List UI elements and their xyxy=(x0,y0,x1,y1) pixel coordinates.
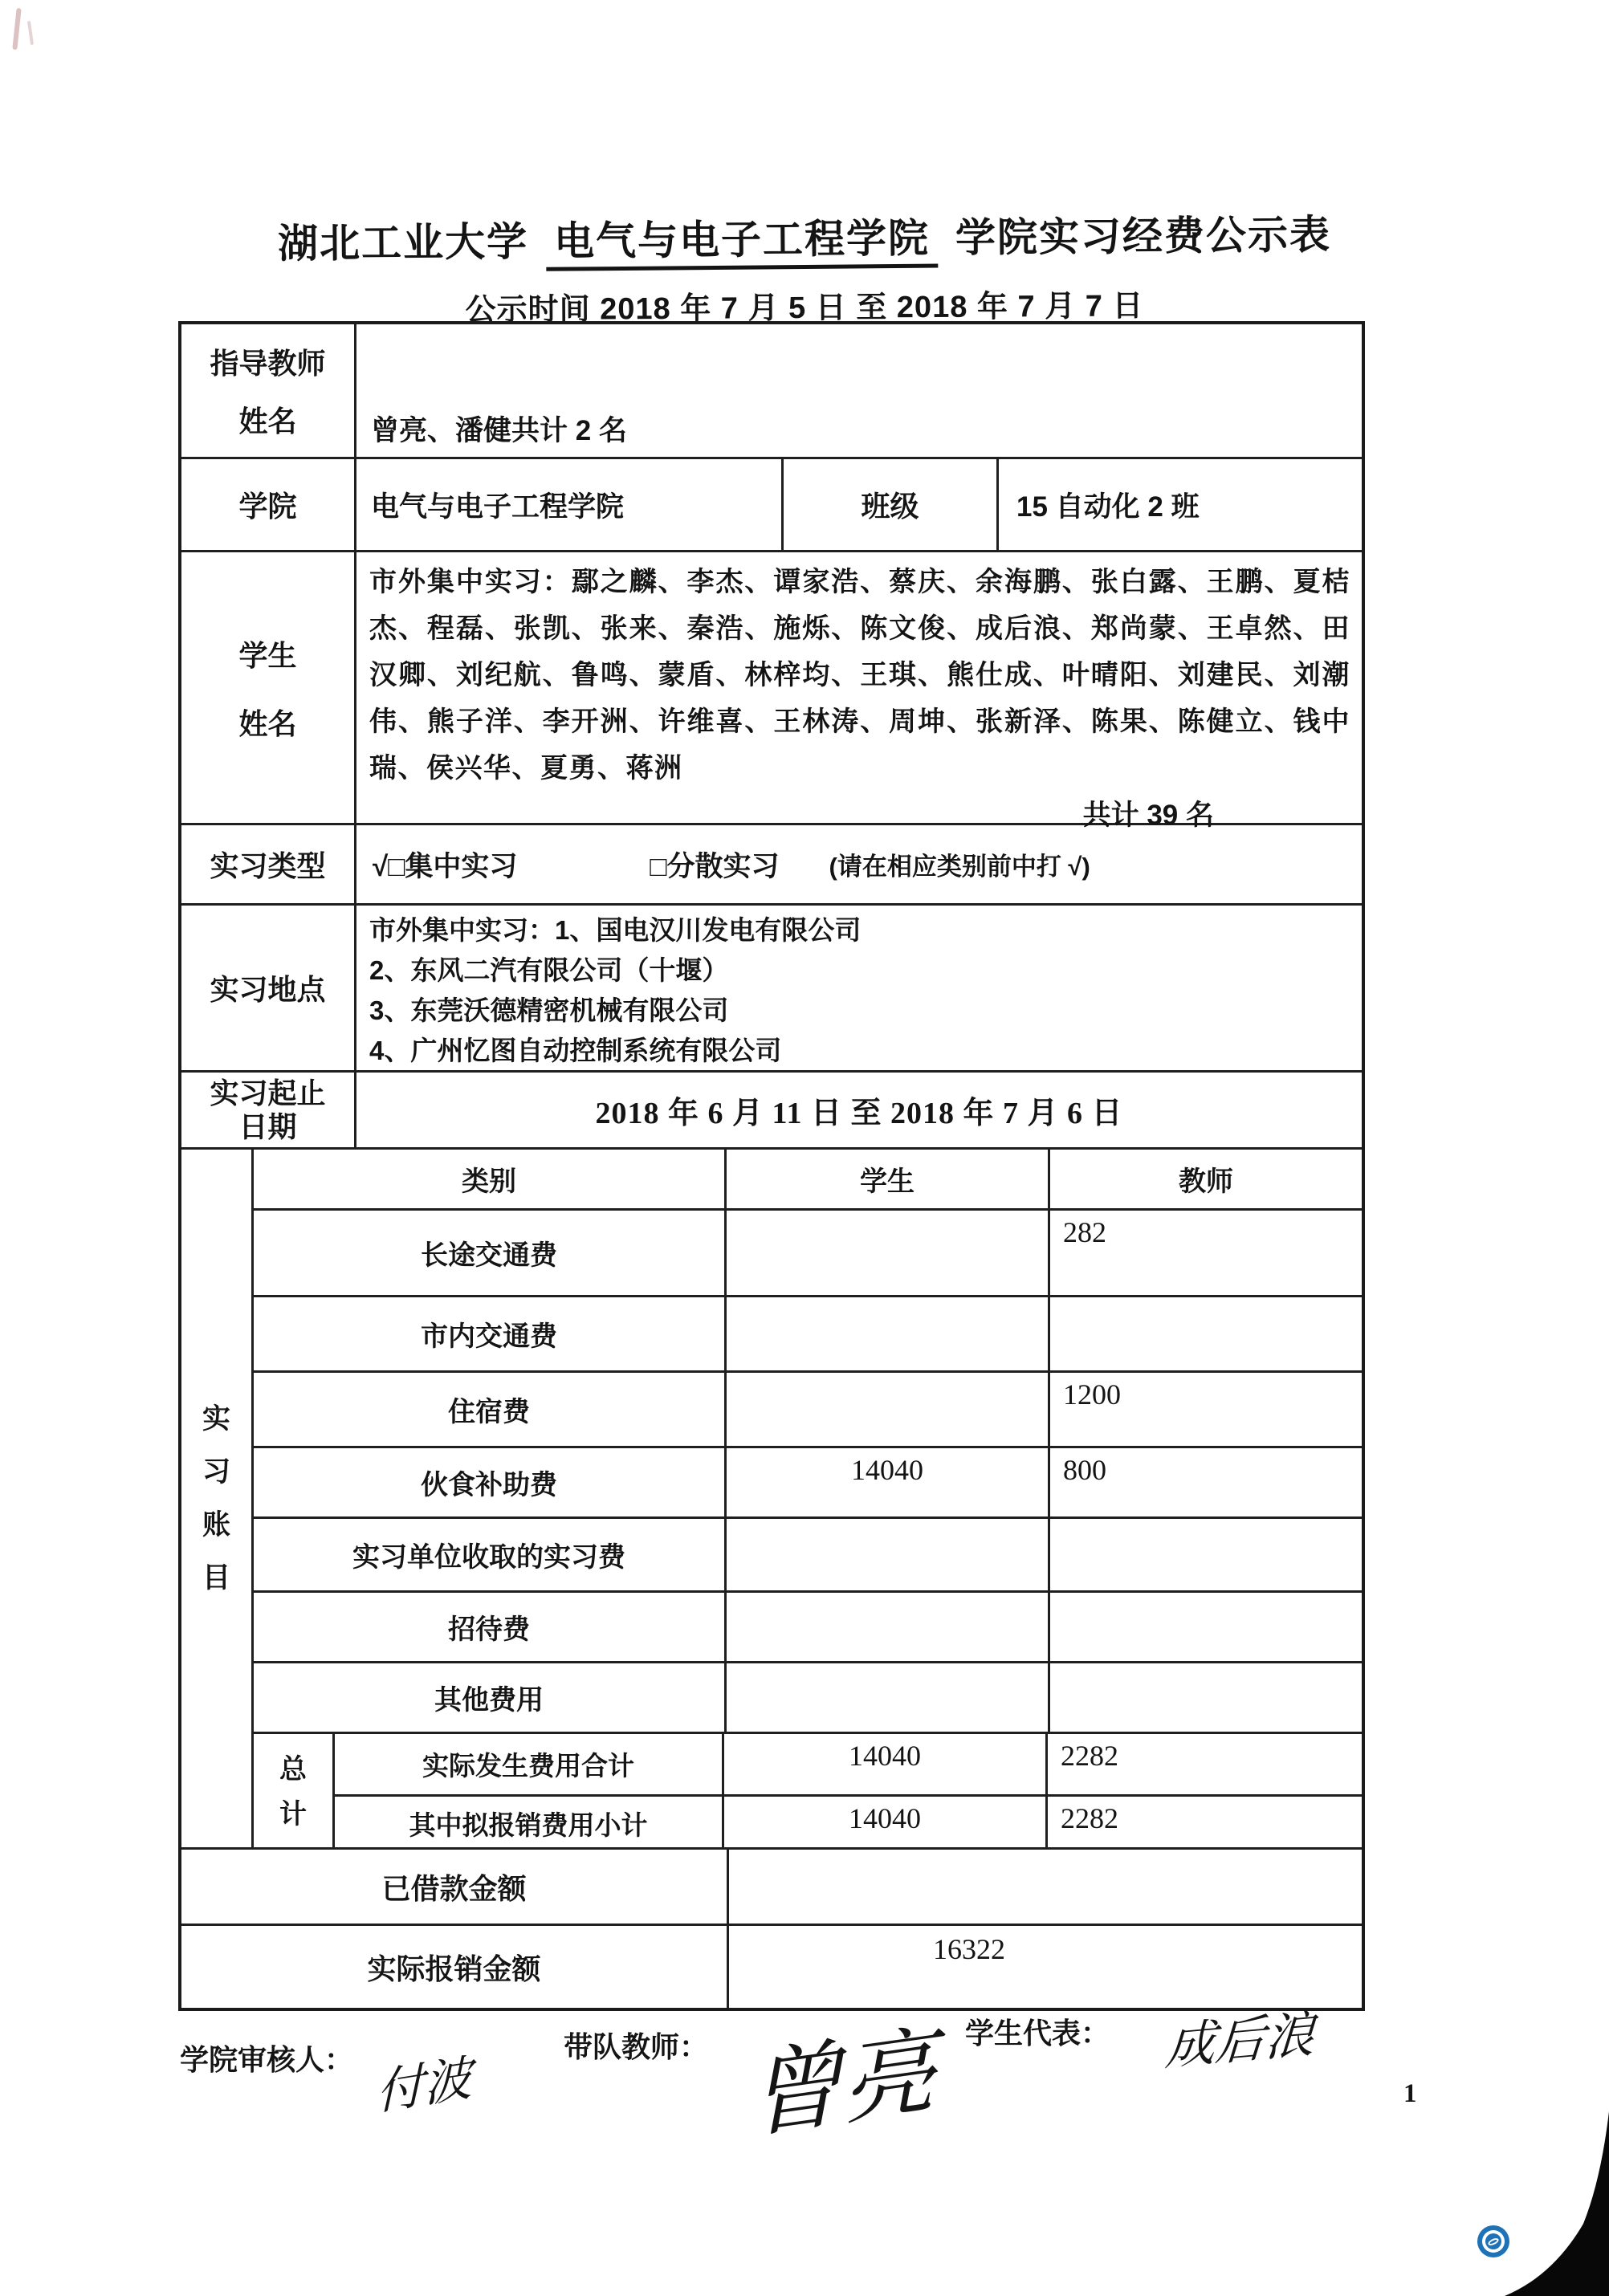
page-title xyxy=(0,200,1609,271)
account-row xyxy=(254,1373,1362,1448)
borrowed-label: 已借款金额 xyxy=(181,1850,729,1924)
category-cell: 市内交通费 xyxy=(254,1297,727,1370)
row-advisor xyxy=(181,324,1362,459)
lead-teacher-label: 带队教师： xyxy=(564,2030,709,2063)
teacher-amount xyxy=(1050,1593,1362,1661)
form-table xyxy=(178,321,1365,2011)
reviewer-label: 学院审核人： xyxy=(180,2043,354,2076)
row-college-class xyxy=(181,459,1362,552)
account-total-row xyxy=(335,1797,1362,1850)
teacher-amount xyxy=(1050,1663,1362,1732)
reimbursed-value: 16322 xyxy=(933,1933,1005,1965)
teacher-amount: 1200 xyxy=(1063,1378,1121,1411)
row-dates xyxy=(181,1073,1362,1150)
account-table xyxy=(254,1150,1362,1847)
type-note: (请在相应类别前中打 √) xyxy=(829,853,1090,881)
dates-value: 2018 年 6 月 11 日 至 2018 年 7 月 6 日 xyxy=(595,1097,1123,1130)
borrowed-value xyxy=(729,1850,1362,1924)
student-rep-signature: 成后浪 xyxy=(1163,2004,1317,2077)
type-label: 实习类型 xyxy=(181,825,356,903)
reimbursed-label: 实际报销金额 xyxy=(181,1926,729,2008)
account-row xyxy=(254,1519,1362,1593)
row-reimbursed xyxy=(181,1926,1362,2008)
title-suffix: 学院实习经费公示表 xyxy=(955,212,1332,261)
account-total-row xyxy=(335,1734,1362,1797)
category-cell: 长途交通费 xyxy=(254,1211,727,1295)
header-student: 学生 xyxy=(727,1150,1050,1208)
reviewer-signature: 付波 xyxy=(376,2050,472,2122)
students-label: 学生 姓名 xyxy=(181,552,356,823)
header-category: 类别 xyxy=(254,1150,727,1208)
account-header-row xyxy=(254,1150,1362,1211)
teacher-amount: 282 xyxy=(1063,1216,1106,1248)
location-line: 2、东风二汽有限公司（十堰） xyxy=(369,955,729,985)
account-block xyxy=(181,1150,1362,1850)
advisor-value: 曾亮、潘健共计 2 名 xyxy=(371,415,627,446)
location-line: 3、东莞沃德精密机械有限公司 xyxy=(369,995,729,1025)
location-line: 4、广州忆图自动控制系统有限公司 xyxy=(369,1036,782,1065)
teacher-amount xyxy=(1050,1297,1362,1370)
row-students xyxy=(181,552,1362,831)
student-amount xyxy=(727,1593,1050,1661)
student-amount: 14040 xyxy=(724,1797,1048,1850)
scan-smudge xyxy=(27,21,34,45)
location-line: 市外集中实习：1、国电汉川发电有限公司 xyxy=(369,915,862,945)
student-amount xyxy=(727,1211,1050,1295)
class-value: 15 自动化 2 班 xyxy=(1016,491,1200,523)
student-amount xyxy=(727,1297,1050,1370)
total-side-label: 总计 xyxy=(254,1734,335,1850)
row-internship-type xyxy=(181,825,1362,906)
title-university: 湖北工业大学 xyxy=(277,219,529,267)
category-cell: 招待费 xyxy=(254,1593,727,1661)
account-row xyxy=(254,1211,1362,1297)
student-amount xyxy=(727,1519,1050,1590)
category-cell: 其他费用 xyxy=(254,1663,727,1732)
account-row xyxy=(254,1593,1362,1663)
header-teacher: 教师 xyxy=(1179,1166,1233,1197)
account-row xyxy=(254,1663,1362,1734)
dates-label: 实习起止 日期 xyxy=(181,1073,356,1147)
row-location xyxy=(181,906,1362,1073)
category-cell: 住宿费 xyxy=(254,1373,727,1446)
account-row xyxy=(254,1448,1362,1519)
location-label: 实习地点 xyxy=(181,906,356,1070)
category-cell: 其中拟报销费用小计 xyxy=(335,1797,724,1850)
type-value xyxy=(356,825,1362,903)
teacher-amount xyxy=(1050,1519,1362,1590)
title-college-underlined: 电气与电子工程学院 xyxy=(546,216,939,271)
advisor-label: 指导教师 姓名 xyxy=(181,324,356,457)
college-value: 电气与电子工程学院 xyxy=(356,459,784,550)
page-number: 1 xyxy=(1403,2079,1417,2108)
option-centralized-checked: √□集中实习 xyxy=(373,850,518,882)
student-amount: 14040 xyxy=(724,1734,1048,1794)
students-value xyxy=(356,552,1362,831)
scan-smudge xyxy=(12,8,21,50)
teacher-amount: 800 xyxy=(1063,1454,1106,1486)
scan-corner-shadow xyxy=(1489,2103,1609,2296)
category-cell: 实习单位收取的实习费 xyxy=(254,1519,727,1590)
option-dispersed: □分散实习 xyxy=(650,850,780,882)
college-label: 学院 xyxy=(181,459,356,550)
account-total-block xyxy=(254,1734,1362,1850)
location-value xyxy=(356,906,1362,1070)
student-names: 市外集中实习：鄢之麟、李杰、谭家浩、蔡庆、余海鹏、张白露、王鹏、夏桔杰、程磊、张凯、张来、秦浩、施烁、陈文俊、成后浪、郑尚蒙、王卓然、田汉卿、刘纪航、鲁鸣、蒙盾、林梓均、王琪、熊仕成、叶晴阳、刘建民、刘潮伟、熊子洋、李开洲、许维喜、王林涛、周坤、张新泽、陈果、陈健立、钱中瑞、侯兴华、夏勇、蒋洲 xyxy=(369,567,1350,784)
row-borrowed xyxy=(181,1850,1362,1926)
publicity-period: 公示时间 2018 年 7 月 5 日 至 2018 年 7 月 7 日 xyxy=(465,289,1144,328)
account-row xyxy=(254,1297,1362,1373)
teacher-amount: 2282 xyxy=(1061,1802,1118,1834)
account-side-label: 实习账目 xyxy=(181,1150,254,1847)
student-amount: 14040 xyxy=(727,1448,1050,1516)
student-amount xyxy=(727,1373,1050,1446)
teacher-amount: 2282 xyxy=(1061,1740,1118,1772)
student-rep-label: 学生代表： xyxy=(965,2017,1110,2050)
lead-teacher-signature: 曾亮 xyxy=(745,2014,939,2152)
category-cell: 伙食补助费 xyxy=(254,1448,727,1516)
class-label: 班级 xyxy=(784,459,999,550)
student-amount xyxy=(727,1663,1050,1732)
student-count: 共计 39 名 xyxy=(1082,800,1214,831)
category-cell: 实际发生费用合计 xyxy=(335,1734,724,1794)
